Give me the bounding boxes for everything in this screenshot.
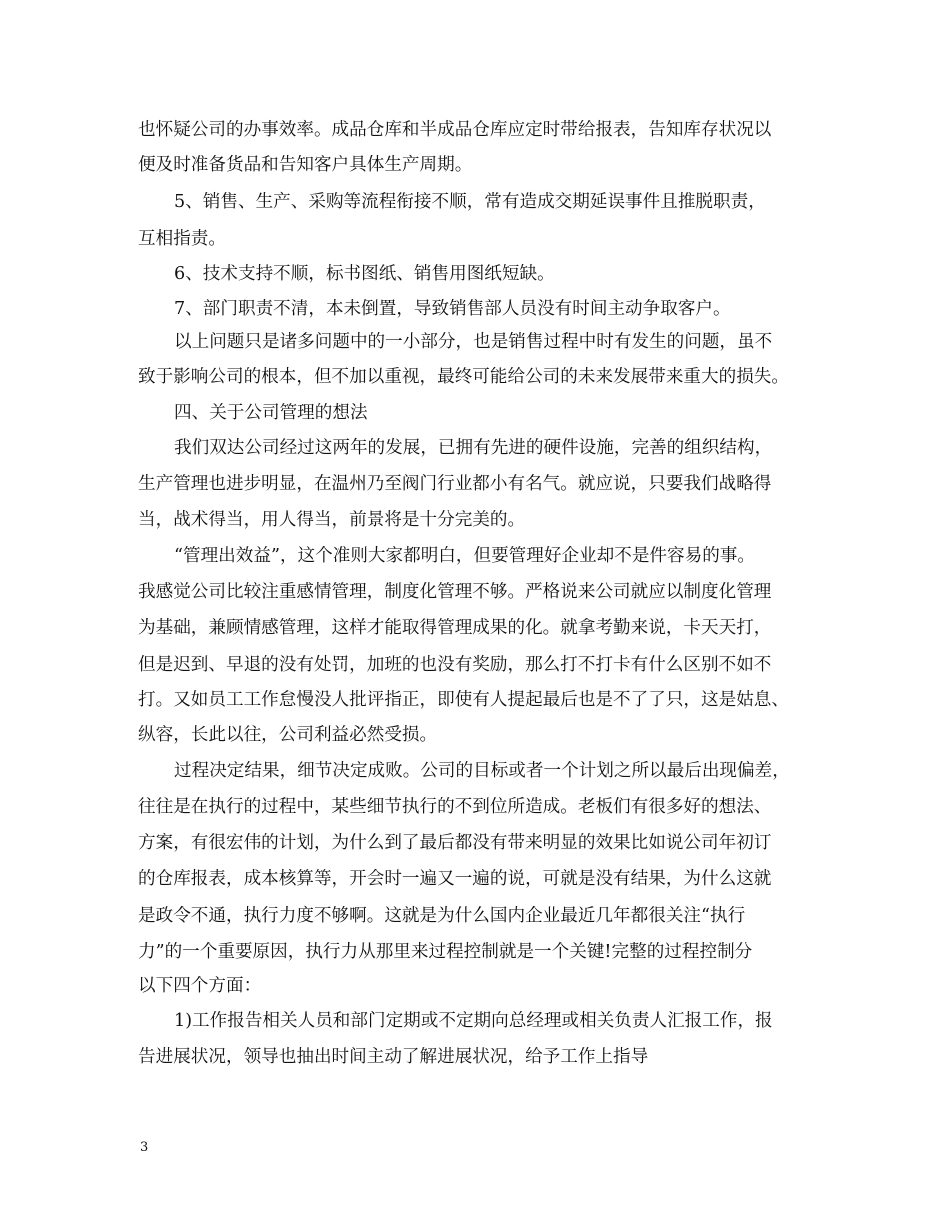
text-line: 6、技术支持不顺，标书图纸、销售用图纸短缺。 bbox=[174, 264, 555, 284]
text-line: 生产管理也进步明显，在温州乃至阀门行业都小有名气。就应说，只要我们战略得 bbox=[138, 474, 772, 494]
text-line: 我们双达公司经过这两年的发展，已拥有先进的硬件设施，完善的组织结构， bbox=[174, 438, 773, 458]
text-line: 也怀疑公司的办事效率。成品仓库和半成品仓库应定时带给报表，告知库存状况以 bbox=[138, 120, 772, 140]
text-line: 致于影响公司的根本，但不加以重视，最终可能给公司的未来发展带来重大的损失。 bbox=[138, 367, 789, 387]
page-number: 3 bbox=[140, 1140, 149, 1155]
section-heading: 四、关于公司管理的想法 bbox=[174, 403, 368, 423]
text-line: 力”的一个重要原因，执行力从那里来过程控制就是一个关键!完整的过程控制分 bbox=[138, 942, 753, 962]
text-line: 互相指责。 bbox=[138, 229, 226, 249]
text-line: 打。又如员工工作怠慢没人批评指正，即使有人提起最后也是不了了只，这是姑息、 bbox=[138, 690, 789, 710]
text-line: 往往是在执行的过程中，某些细节执行的不到位所造成。老板们有很多好的想法、 bbox=[138, 797, 772, 817]
text-line: 当，战术得当，用人得当，前景将是十分完美的。 bbox=[138, 510, 526, 530]
text-line: 方案，有很宏伟的计划，为什么到了最后都没有带来明显的效果比如说公司年初订 bbox=[138, 833, 772, 853]
text-line: 的仓库报表，成本核算等，开会时一遍又一遍的说，可就是没有结果，为什么这就 bbox=[138, 869, 772, 889]
text-line: 告进展状况，领导也抽出时间主动了解进展状况，给予工作上指导 bbox=[138, 1047, 649, 1067]
text-line: 我感觉公司比较注重感情管理，制度化管理不够。严格说来公司就应以制度化管理 bbox=[138, 582, 772, 602]
text-line: 纵容，长此以往，公司利益必然受损。 bbox=[138, 725, 438, 745]
text-line: 7、部门职责不清，本未倒置，导致销售部人员没有时间主动争取客户。 bbox=[174, 299, 731, 319]
text-line: 过程决定结果，细节决定成败。公司的目标或者一个计划之所以最后出现偏差， bbox=[174, 761, 790, 781]
text-line: 是政令不通，执行力度不够啊。这就是为什么国内企业最近几年都很关注“执行 bbox=[138, 906, 746, 926]
text-line: 5、销售、生产、采购等流程衔接不顺，常有造成交期延误事件且推脱职责， bbox=[174, 192, 766, 212]
text-line: 为基础，兼顾情感管理，这样才能取得管理成果的化。就拿考勤来说，卡天天打， bbox=[138, 618, 772, 638]
text-line: 便及时准备货品和告知客户具体生产周期。 bbox=[138, 155, 473, 175]
text-line: 以上问题只是诸多问题中的一小部分，也是销售过程中时有发生的问题，虽不 bbox=[174, 332, 773, 352]
text-line: 以下四个方面： bbox=[138, 976, 262, 996]
text-line: 1)工作报告相关人员和部门定期或不定期向总经理或相关负责人汇报工作，报 bbox=[174, 1011, 773, 1031]
text-line: “管理出效益”，这个准则大家都明白，但要管理好企业却不是件容易的事。 bbox=[174, 546, 755, 566]
text-line: 但是迟到、早退的没有处罚，加班的也没有奖励，那么打不打卡有什么区别不如不 bbox=[138, 655, 772, 675]
